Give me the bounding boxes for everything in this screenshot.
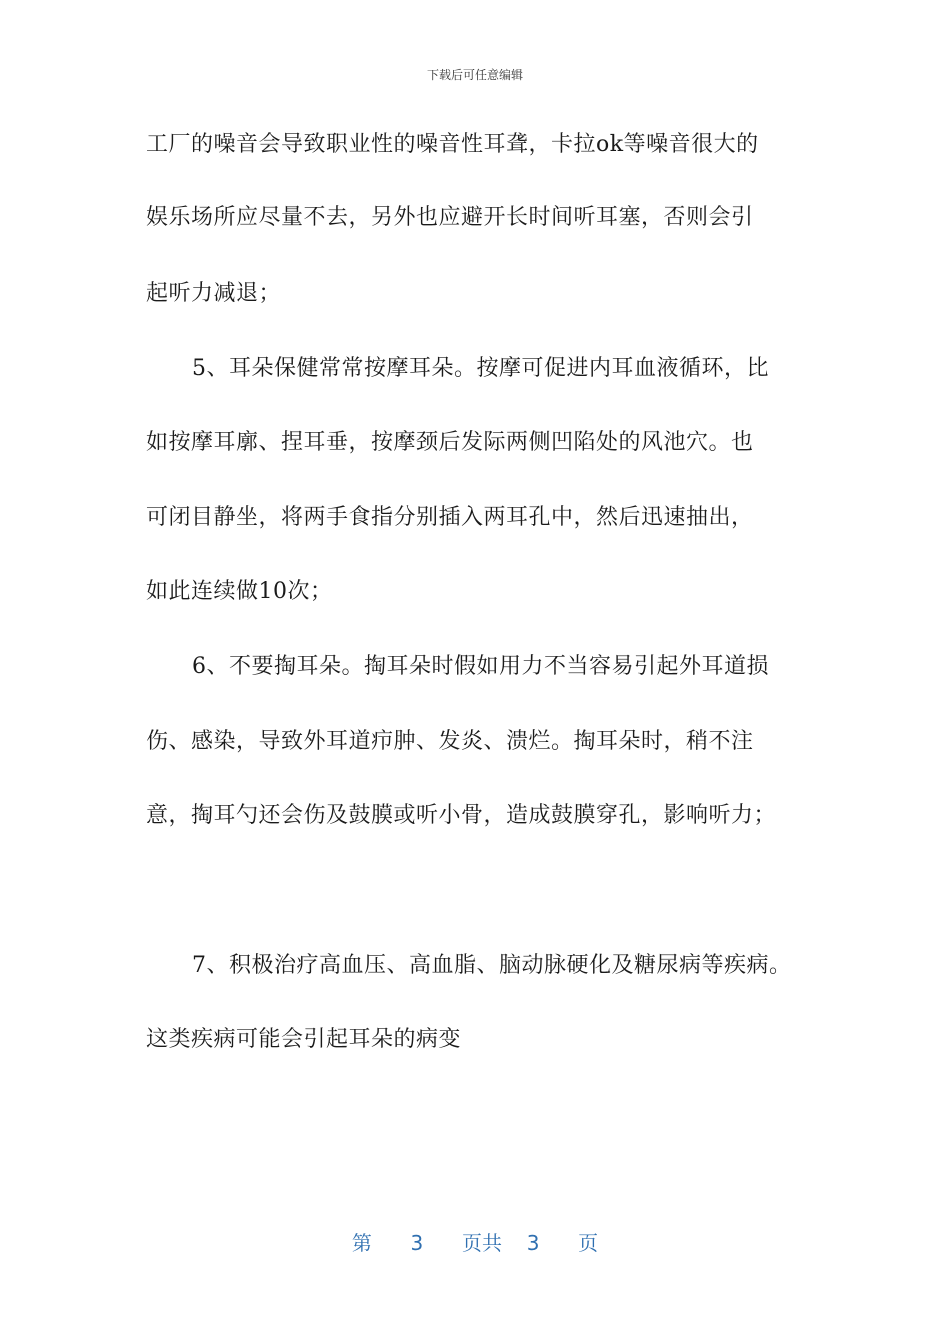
paragraph-line: 起听力减退； <box>146 281 282 306</box>
paragraph-line: 意，掏耳勺还会伤及鼓膜或听小骨，造成鼓膜穿孔，影响听力； <box>146 803 777 828</box>
paragraph-line: 6、不要掏耳朵。掏耳朵时假如用力不当容易引起外耳道损 <box>192 654 769 679</box>
paragraph-line: 7、积极治疗高血压、高血脂、脑动脉硬化及糖尿病等疾病。 <box>192 953 792 978</box>
page-prefix: 第 <box>351 1231 372 1255</box>
paragraph-line: 如此连续做10次； <box>146 579 333 604</box>
paragraph-line: 娱乐场所应尽量不去，另外也应避开长时间听耳塞，否则会引 <box>146 205 754 230</box>
paragraph-line: 工厂的噪音会导致职业性的噪音性耳聋，卡拉ok等噪音很大的 <box>146 132 759 157</box>
paragraph-line: 如按摩耳廓、捏耳垂，按摩颈后发际两侧凹陷处的风池穴。也 <box>146 430 754 455</box>
paragraph-line: 这类疾病可能会引起耳朵的病变 <box>146 1027 462 1052</box>
page-middle: 页共 <box>462 1231 502 1255</box>
page-suffix: 页 <box>578 1231 599 1255</box>
page-header-note: 下载后可任意编辑 <box>426 68 523 82</box>
page-number-footer <box>0 1227 950 1256</box>
paragraph-line: 可闭目静坐，将两手食指分别插入两耳孔中，然后迅速抽出， <box>146 505 754 530</box>
page-current: 3 <box>410 1231 424 1255</box>
paragraph-line: 伤、感染，导致外耳道疖肿、发炎、溃烂。掏耳朵时，稍不注 <box>146 729 754 754</box>
page-total: 3 <box>526 1231 540 1255</box>
paragraph-line: 5、耳朵保健常常按摩耳朵。按摩可促进内耳血液循环，比 <box>192 356 769 381</box>
